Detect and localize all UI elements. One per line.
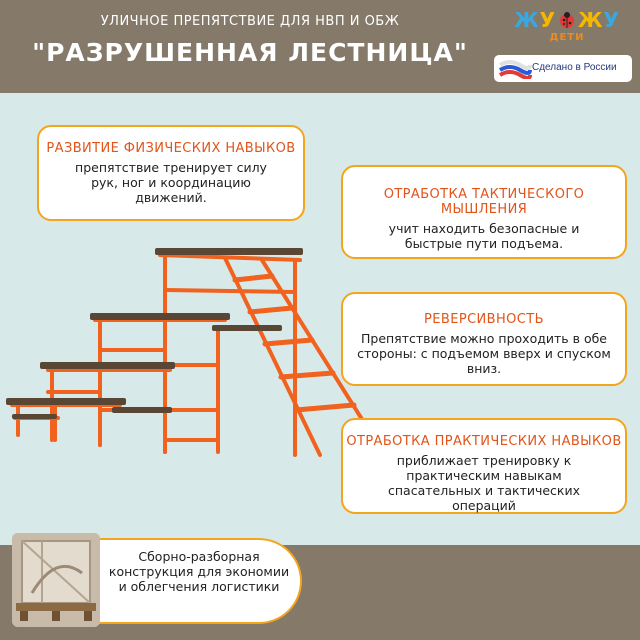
- made-in-russia-badge: [494, 55, 632, 82]
- logistics-text: Сборно-разборная конструкция для экономии и облегчения логистики: [108, 549, 290, 594]
- logo-letter-1: Ж: [514, 8, 540, 32]
- packed-pallet-icon: [12, 533, 100, 627]
- card-practical-skills: [341, 418, 627, 514]
- card-text: приближает тренировку к практическим навыкам спасательных и тактических операций: [388, 453, 580, 513]
- card-physical-skills: [37, 125, 305, 221]
- card-title: РЕВЕРСИВНОСТЬ: [424, 312, 544, 327]
- logo-subtitle: ДЕТИ: [549, 32, 585, 43]
- card-title: ОТРАБОТКА ТАКТИЧЕСКОГО МЫШЛЕНИЯ: [383, 187, 585, 217]
- brand-logo: [507, 8, 627, 48]
- made-in-russia-text: Сделано в России: [532, 62, 617, 73]
- logistics-pill: [86, 538, 302, 624]
- header-subtitle: УЛИЧНОЕ ПРЕПЯТСТВИЕ ДЛЯ НВП И ОБЖ: [100, 14, 400, 29]
- card-text: препятствие тренирует силу рук, ног и координацию движений.: [75, 160, 267, 205]
- card-reversibility: [341, 292, 627, 386]
- ladybug-icon: [558, 10, 576, 34]
- header-band: [0, 0, 640, 93]
- logo-letter-2: У: [539, 8, 556, 32]
- card-title: ОТРАБОТКА ПРАКТИЧЕСКИХ НАВЫКОВ: [346, 434, 622, 449]
- packaging-image: [12, 533, 100, 627]
- card-text: учит находить безопасные и быстрые пути подъема.: [388, 221, 580, 251]
- card-text: Препятствие можно проходить в обе стороны: с подъемом вверх и спуском вниз.: [357, 331, 611, 376]
- page-title: "РАЗРУШЕННАЯ ЛЕСТНИЦА": [32, 38, 468, 67]
- russian-flag-icon: [498, 59, 532, 79]
- logo-letter-4: У: [603, 8, 620, 32]
- card-title: РАЗВИТИЕ ФИЗИЧЕСКИХ НАВЫКОВ: [46, 141, 296, 156]
- logo-letter-3: Ж: [578, 8, 604, 32]
- card-tactical-thinking: [341, 165, 627, 259]
- logo-word: [507, 8, 627, 34]
